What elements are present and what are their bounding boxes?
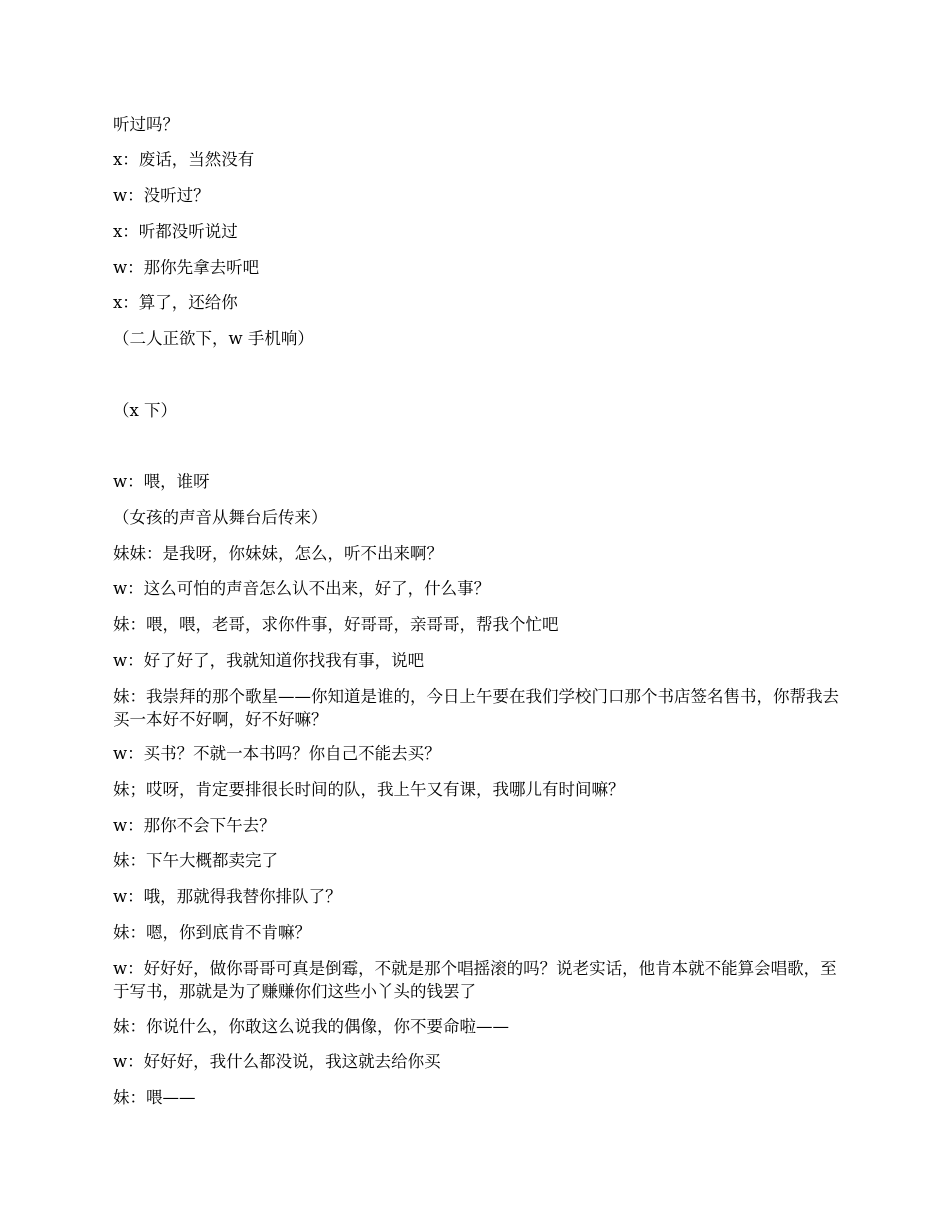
- script-line: 妹：我崇拜的那个歌星——你知道是谁的，今日上午要在我们学校门口那个书店签名售书，你帮我去买一本好不好啊，好不好嘛？: [113, 687, 839, 729]
- script-line: w：哦，那就得我替你排队了？: [113, 887, 342, 906]
- script-line: w：那你不会下午去？: [113, 816, 276, 835]
- script-line: 妹妹：是我呀，你妹妹，怎么，听不出来啊？: [113, 544, 443, 563]
- script-line: 妹：喂，喂，老哥，求你件事，好哥哥，亲哥哥，帮我个忙吧: [113, 615, 559, 634]
- script-line: 妹：喂——: [113, 1088, 196, 1107]
- script-line: w：这么可怕的声音怎么认不出来，好了，什么事？: [113, 579, 491, 598]
- script-line: x：听都没听说过: [113, 222, 238, 241]
- script-line: 妹：嗯，你到底肯不肯嘛？: [113, 923, 311, 942]
- stage-direction: （女孩的声音从舞台后传来）: [113, 508, 328, 527]
- script-line: 妹；哎呀，肯定要排很长时间的队，我上午又有课，我哪儿有时间嘛？: [113, 780, 625, 799]
- stage-direction: （x 下）: [113, 401, 178, 420]
- stage-direction: （二人正欲下，w 手机响）: [113, 329, 314, 348]
- script-line: w：好好好，做你哥哥可真是倒霉，不就是那个唱摇滚的吗？说老实话，他肯本就不能算会唱歌，至于写书，那就是为了赚赚你们这些小丫头的钱罢了: [113, 959, 837, 1001]
- script-line: w：没听过？: [113, 186, 210, 205]
- script-line: 妹：下午大概都卖完了: [113, 851, 278, 870]
- script-line: x：算了，还给你: [113, 293, 238, 312]
- script-line: w：好好好，我什么都没说，我这就去给你买: [113, 1052, 441, 1071]
- script-line: x：废话，当然没有: [113, 150, 255, 169]
- script-line: w：买书？不就一本书吗？你自己不能去买？: [113, 744, 441, 763]
- script-line: 听过吗？: [113, 115, 179, 134]
- script-line: w：好了好了，我就知道你找我有事，说吧: [113, 651, 425, 670]
- script-line: w：那你先拿去听吧: [113, 258, 260, 277]
- script-line: 妹：你说什么，你敢这么说我的偶像，你不要命啦——: [113, 1017, 509, 1036]
- script-line: w：喂，谁呀: [113, 472, 210, 491]
